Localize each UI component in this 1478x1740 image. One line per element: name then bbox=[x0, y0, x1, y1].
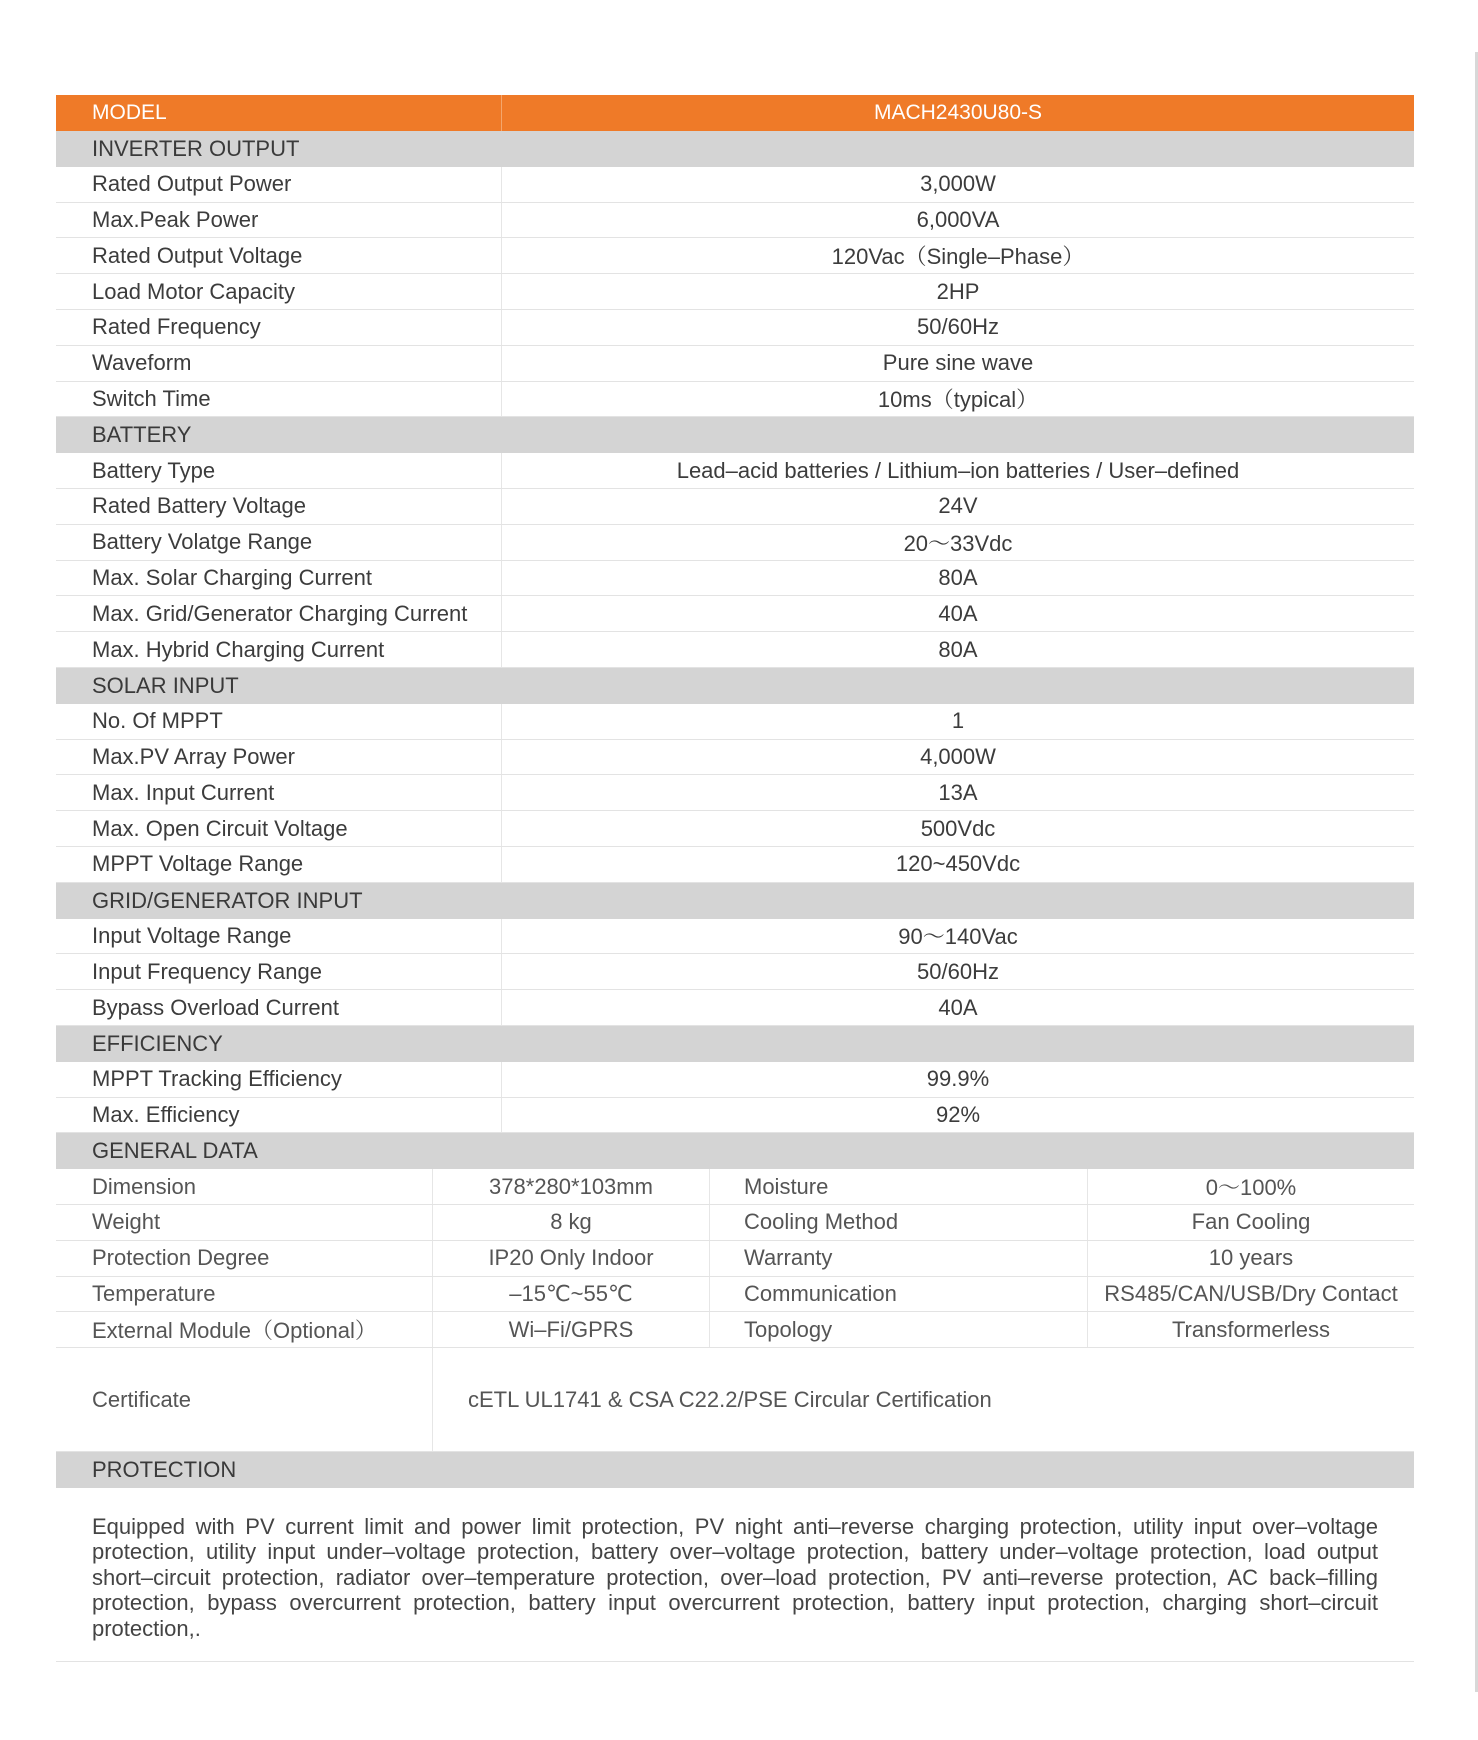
section-header: EFFICIENCY bbox=[56, 1026, 1414, 1062]
spec-row bbox=[56, 954, 1414, 990]
general-key: Weight bbox=[56, 1205, 433, 1240]
spec-label: Waveform bbox=[56, 346, 502, 381]
spec-value: 120~450Vdc bbox=[895, 851, 1021, 877]
spec-label: Input Voltage Range bbox=[56, 919, 502, 954]
spec-row bbox=[56, 274, 1414, 310]
spec-row bbox=[56, 167, 1414, 203]
spec-label: Max.Peak Power bbox=[56, 203, 502, 238]
certificate-value: cETL UL1741 & CSA C22.2/PSE Circular Certification bbox=[468, 1386, 992, 1412]
spec-row bbox=[56, 811, 1414, 847]
spec-label: Max. Hybrid Charging Current bbox=[56, 632, 502, 667]
general-row bbox=[56, 1312, 1414, 1348]
section-header: SOLAR INPUT bbox=[56, 668, 1414, 704]
model-label: MODEL bbox=[56, 95, 502, 131]
section-header: BATTERY bbox=[56, 417, 1414, 453]
spec-row bbox=[56, 346, 1414, 382]
spec-label: Max. Efficiency bbox=[56, 1098, 502, 1133]
spec-row bbox=[56, 596, 1414, 632]
spec-value: 99.9% bbox=[926, 1066, 990, 1092]
spec-label: Switch Time bbox=[56, 382, 502, 417]
spec-row bbox=[56, 990, 1414, 1026]
spec-value: 500Vdc bbox=[920, 815, 996, 841]
spec-value: Pure sine wave bbox=[882, 350, 1034, 376]
spec-label: MPPT Voltage Range bbox=[56, 847, 502, 882]
spec-value: 1 bbox=[951, 708, 965, 734]
spec-sections bbox=[56, 131, 1414, 1133]
spec-label: Max. Open Circuit Voltage bbox=[56, 811, 502, 846]
spec-row bbox=[56, 489, 1414, 525]
general-key: Warranty bbox=[710, 1241, 1088, 1276]
spec-row bbox=[56, 310, 1414, 346]
spec-value: Lead–acid batteries / Lithium–ion batteries / User–defined bbox=[676, 457, 1240, 483]
spec-label: Max. Input Current bbox=[56, 775, 502, 810]
general-row bbox=[56, 1205, 1414, 1241]
spec-row bbox=[56, 238, 1414, 274]
protection-description: Equipped with PV current limit and power limit protection, PV night anti–reverse charging protection, utility input over–voltage protection, utility input under–voltage protection, battery over–voltage protection, battery under–voltage protection, load output short–circuit protection, radiator over–temperature protection, over–load protection, PV anti–reverse protection, AC back–filling protection, bypass overcurrent protection, battery input overcurrent protection, battery input protection, charging short–circuit protection,. bbox=[56, 1488, 1414, 1663]
general-key: Dimension bbox=[56, 1169, 433, 1204]
spec-value: 50/60Hz bbox=[917, 314, 999, 340]
spec-value: 24V bbox=[938, 493, 978, 519]
general-data-table bbox=[56, 1169, 1414, 1348]
spec-row bbox=[56, 847, 1414, 883]
general-value: RS485/CAN/USB/Dry Contact bbox=[1104, 1280, 1398, 1306]
spec-value: 13A bbox=[938, 779, 978, 805]
general-value: 378*280*103mm bbox=[433, 1169, 710, 1204]
section-header: GRID/GENERATOR INPUT bbox=[56, 883, 1414, 919]
certificate-row bbox=[56, 1348, 1414, 1452]
spec-label: Rated Output Voltage bbox=[56, 238, 502, 273]
spec-row bbox=[56, 382, 1414, 418]
general-key: Cooling Method bbox=[710, 1205, 1088, 1240]
spec-sheet bbox=[56, 95, 1414, 1662]
spec-row bbox=[56, 919, 1414, 955]
spec-label: Max. Grid/Generator Charging Current bbox=[56, 596, 502, 631]
model-value: MACH2430U80-S bbox=[873, 101, 1043, 124]
general-key: External Module（Optional） bbox=[56, 1312, 433, 1347]
spec-value: 80A bbox=[938, 636, 978, 662]
spec-label: Battery Type bbox=[56, 453, 502, 488]
spec-row bbox=[56, 740, 1414, 776]
spec-label: Rated Frequency bbox=[56, 310, 502, 345]
spec-value: 3,000W bbox=[920, 171, 996, 197]
general-value: Transformerless bbox=[1171, 1316, 1331, 1342]
spec-row bbox=[56, 1098, 1414, 1134]
general-row bbox=[56, 1277, 1414, 1313]
general-row bbox=[56, 1241, 1414, 1277]
model-row bbox=[56, 95, 1414, 131]
general-key: Topology bbox=[710, 1312, 1088, 1347]
spec-label: Rated Battery Voltage bbox=[56, 489, 502, 524]
spec-value: 2HP bbox=[936, 278, 980, 304]
spec-label: Input Frequency Range bbox=[56, 954, 502, 989]
spec-label: Load Motor Capacity bbox=[56, 274, 502, 309]
spec-value: 90～140Vac bbox=[898, 924, 1018, 950]
spec-label: MPPT Tracking Efficiency bbox=[56, 1062, 502, 1097]
spec-row bbox=[56, 525, 1414, 561]
general-key: Moisture bbox=[710, 1169, 1088, 1204]
spec-value: 4,000W bbox=[920, 743, 996, 769]
certificate-label: Certificate bbox=[56, 1348, 433, 1451]
general-value: 10 years bbox=[1208, 1245, 1294, 1271]
general-value: Fan Cooling bbox=[1191, 1209, 1311, 1235]
spec-value: 50/60Hz bbox=[917, 958, 999, 984]
spec-value: 120Vac（Single–Phase） bbox=[831, 244, 1085, 270]
spec-row bbox=[56, 775, 1414, 811]
general-row bbox=[56, 1169, 1414, 1205]
general-value: Wi–Fi/GPRS bbox=[433, 1312, 710, 1347]
spec-value: 80A bbox=[938, 564, 978, 590]
general-key: Temperature bbox=[56, 1277, 433, 1312]
section-header-general: GENERAL DATA bbox=[56, 1133, 1414, 1169]
spec-row bbox=[56, 1062, 1414, 1098]
spec-row bbox=[56, 203, 1414, 239]
general-key: Communication bbox=[710, 1277, 1088, 1312]
spec-row bbox=[56, 704, 1414, 740]
spec-row bbox=[56, 632, 1414, 668]
spec-value: 92% bbox=[935, 1101, 981, 1127]
spec-label: Max. Solar Charging Current bbox=[56, 561, 502, 596]
spec-row bbox=[56, 561, 1414, 597]
general-key: Protection Degree bbox=[56, 1241, 433, 1276]
spec-label: Bypass Overload Current bbox=[56, 990, 502, 1025]
section-header: INVERTER OUTPUT bbox=[56, 131, 1414, 167]
spec-label: Rated Output Power bbox=[56, 167, 502, 202]
general-value: 8 kg bbox=[433, 1205, 710, 1240]
spec-label: Battery Volatge Range bbox=[56, 525, 502, 560]
spec-value: 40A bbox=[938, 994, 978, 1020]
general-value: IP20 Only Indoor bbox=[433, 1241, 710, 1276]
general-value: –15℃~55℃ bbox=[433, 1277, 710, 1312]
spec-value: 40A bbox=[938, 600, 978, 626]
section-header-protection: PROTECTION bbox=[56, 1452, 1414, 1488]
spec-row bbox=[56, 453, 1414, 489]
general-value: 0～100% bbox=[1205, 1175, 1297, 1200]
spec-value: 10ms（typical） bbox=[877, 387, 1039, 413]
spec-label: No. Of MPPT bbox=[56, 704, 502, 739]
spec-label: Max.PV Array Power bbox=[56, 740, 502, 775]
spec-value: 20～33Vdc bbox=[903, 530, 1013, 556]
spec-value: 6,000VA bbox=[916, 206, 1000, 232]
